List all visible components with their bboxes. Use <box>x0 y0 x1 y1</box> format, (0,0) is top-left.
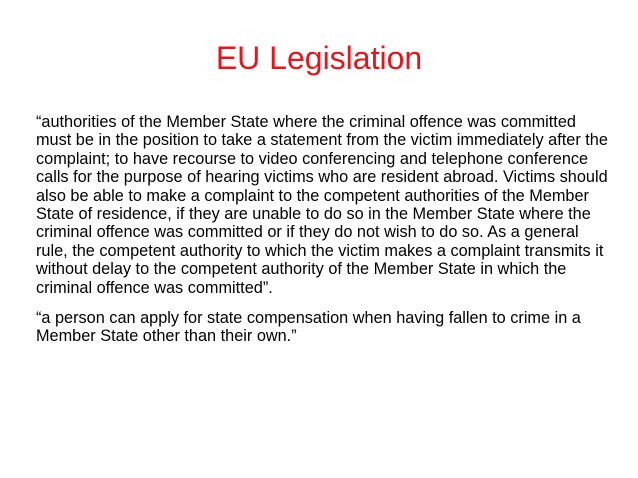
quote-paragraph-1: “authorities of the Member State where the criminal offence was committed must be in the position to take a statement from the victim immediately after the complaint; to have recourse to video conferencing and telephone conference calls for the purpose of hearing victims who are resident abroad. Victims should also be able to make a complaint to the competent authorities of the Member State of residence, if they are unable to do so in the Member State where the criminal offence was committed or if they do not wish to do so. As a general rule, the competent authority to which the victim makes a complaint transmits it without delay to the competent authority of the Member State in which the criminal offence was committed”. <box>36 113 608 297</box>
slide-title: EU Legislation <box>215 40 423 76</box>
slide-body <box>36 113 608 358</box>
quote-paragraph-2: “a person can apply for state compensation when having fallen to crime in a Member State other than their own.” <box>36 309 581 346</box>
